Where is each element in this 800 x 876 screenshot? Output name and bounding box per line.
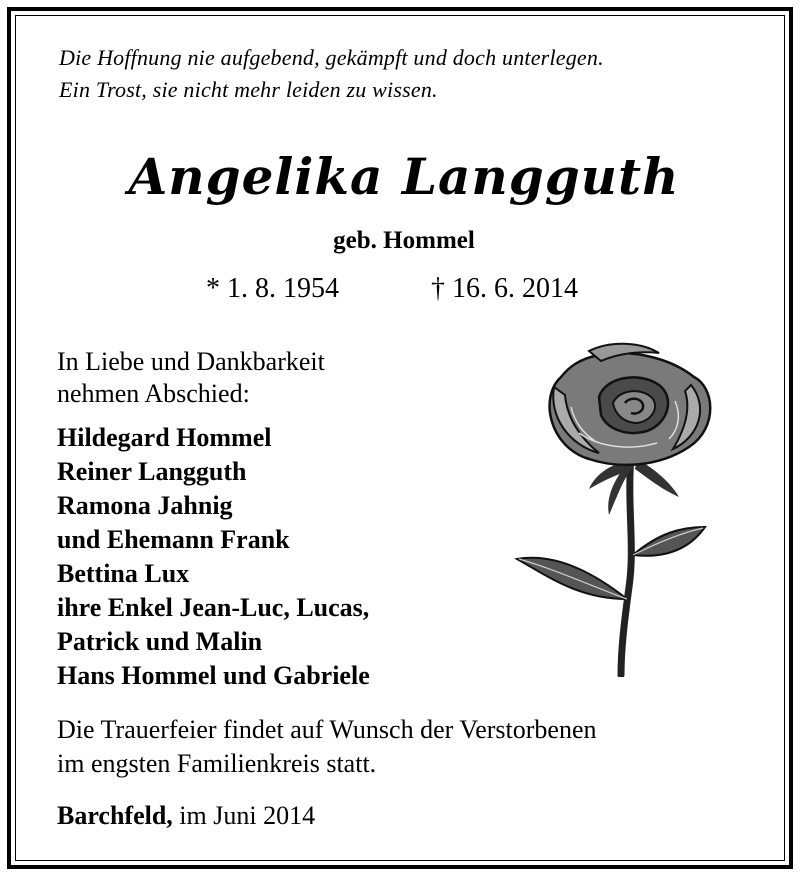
mourner-name: ihre Enkel Jean-Luc, Lucas, [57, 593, 370, 622]
place: Barchfeld, [57, 801, 173, 830]
intro-line-2: nehmen Abschied: [57, 379, 250, 408]
mourner-name: Hans Hommel und Gabriele [57, 661, 370, 690]
birth-date: * 1. 8. 1954 [206, 273, 339, 304]
place-date [57, 801, 315, 831]
closing-line-2: im engsten Familienkreis statt. [57, 749, 377, 778]
mourner-name: Bettina Lux [57, 559, 190, 588]
intro-line-1: In Liebe und Dankbarkeit [57, 347, 325, 376]
deceased-name: Angelika Langguth [128, 147, 680, 206]
birth-name: geb. Hommel [333, 227, 475, 254]
closing-line-1: Die Trauerfeier findet auf Wunsch der Verstorbenen [57, 715, 597, 744]
mourner-name: Patrick und Malin [57, 627, 263, 656]
date: im Juni 2014 [179, 801, 316, 830]
rose-icon [509, 337, 729, 677]
mourner-name: Ramona Jahnig [57, 491, 233, 520]
mourner-name: und Ehemann Frank [57, 525, 290, 554]
mourner-name: Hildegard Hommel [57, 423, 272, 452]
motto-line-2: Ein Trost, sie nicht mehr leiden zu wissen. [59, 77, 438, 102]
death-date: † 16. 6. 2014 [431, 273, 578, 304]
motto-line-1: Die Hoffnung nie aufgebend, gekämpft und doch unterlegen. [59, 45, 604, 70]
obituary-frame [7, 7, 793, 869]
mourner-name: Reiner Langguth [57, 457, 247, 486]
